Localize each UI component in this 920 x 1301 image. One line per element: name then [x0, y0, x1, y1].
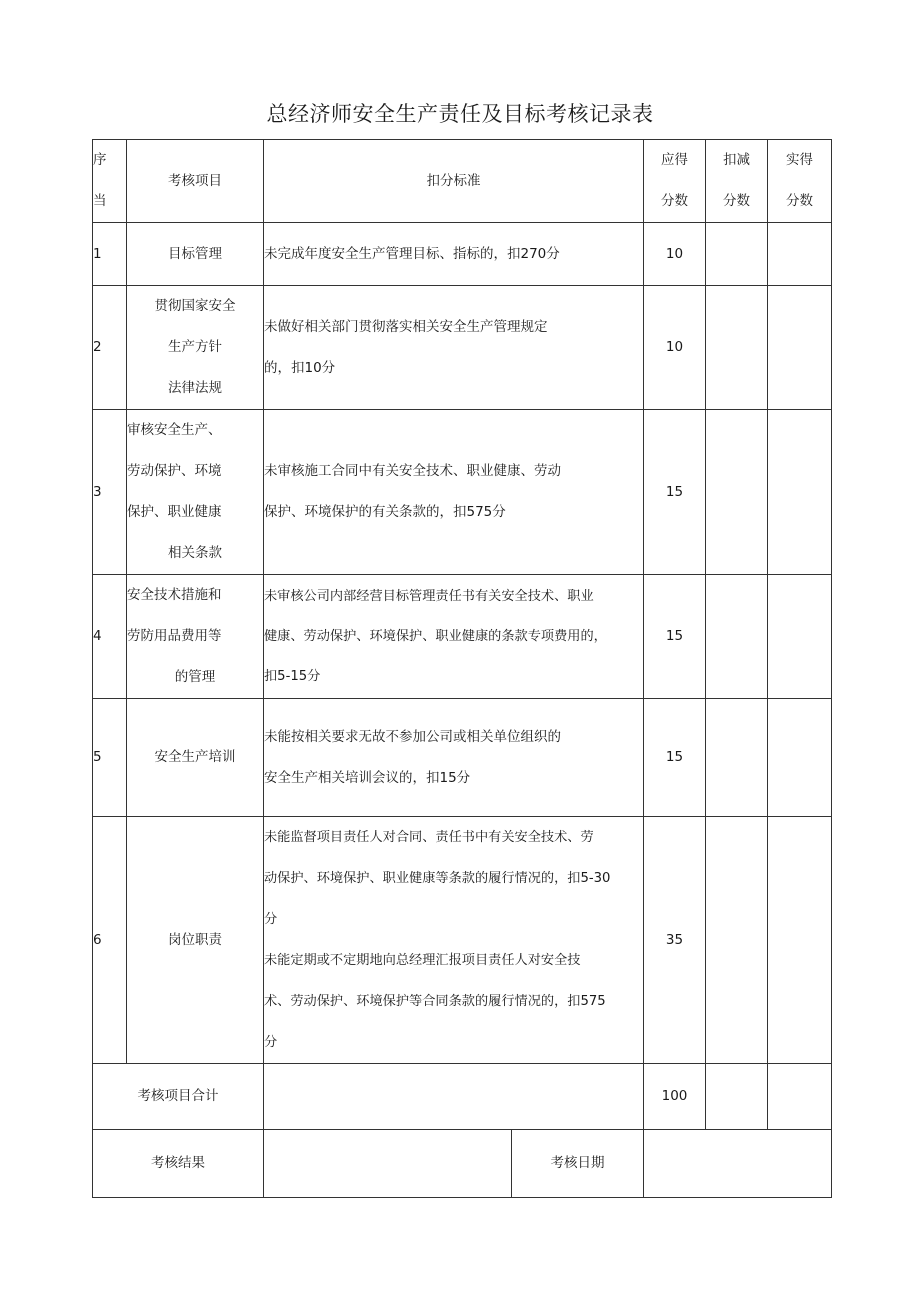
total-label: 考核项目合计: [93, 1064, 264, 1130]
row-deduct-score[interactable]: [706, 223, 768, 286]
total-blank: [264, 1064, 644, 1130]
row-item: 安全生产培训: [127, 699, 264, 817]
row-should-score: 15: [644, 410, 706, 575]
row-should-score: 10: [644, 223, 706, 286]
total-score: 100: [644, 1064, 706, 1130]
row-should-score: 35: [644, 817, 706, 1064]
row-standard: 未审核公司内部经营目标管理责任书有关安全技术、职业 健康、劳动保护、环境保护、职业健康的条款专项费用的， 扣5-15分: [264, 575, 644, 699]
row-actual-score[interactable]: [768, 223, 832, 286]
row-seq: 6: [93, 817, 127, 1064]
row-deduct-score[interactable]: [706, 410, 768, 575]
header-deduct-score: 扣减 分数: [706, 140, 768, 223]
row-seq: 4: [93, 575, 127, 699]
row-deduct-score[interactable]: [706, 286, 768, 410]
header-seq: 序 当: [93, 140, 127, 223]
row-actual-score[interactable]: [768, 817, 832, 1064]
row-item: 岗位职责: [127, 817, 264, 1064]
result-value[interactable]: [264, 1130, 512, 1198]
row-actual-score[interactable]: [768, 286, 832, 410]
row-seq: 1: [93, 223, 127, 286]
row-seq: 3: [93, 410, 127, 575]
header-should-score: 应得 分数: [644, 140, 706, 223]
row-seq: 5: [93, 699, 127, 817]
row-item: 审核安全生产、 劳动保护、环境 保护、职业健康 相关条款: [127, 410, 264, 575]
row-standard: 未做好相关部门贯彻落实相关安全生产管理规定 的，扣10分: [264, 286, 644, 410]
row-should-score: 15: [644, 699, 706, 817]
row-seq: 2: [93, 286, 127, 410]
date-value[interactable]: [644, 1130, 832, 1198]
header-row: [93, 140, 832, 223]
row-should-score: 15: [644, 575, 706, 699]
row-standard: 未能按相关要求无故不参加公司或相关单位组织的 安全生产相关培训会议的，扣15分: [264, 699, 644, 817]
row-deduct-score[interactable]: [706, 817, 768, 1064]
table-row: [93, 410, 832, 575]
row-deduct-score[interactable]: [706, 699, 768, 817]
header-standard: 扣分标准: [264, 140, 644, 223]
assessment-table: [92, 139, 832, 1198]
row-deduct-score[interactable]: [706, 575, 768, 699]
date-label: 考核日期: [512, 1130, 644, 1198]
header-item: 考核项目: [127, 140, 264, 223]
table-row: [93, 223, 832, 286]
row-actual-score[interactable]: [768, 410, 832, 575]
row-item: 贯彻国家安全 生产方针 法律法规: [127, 286, 264, 410]
table-row: [93, 699, 832, 817]
row-standard: 未能监督项目责任人对合同、责任书中有关安全技术、劳 动保护、环境保护、职业健康等条款的履行情况的，扣5-30 分 未能定期或不定期地向总经理汇报项目责任人对安全技 术、劳动保护、环境保护等合同条款的履行情况的，扣575 分: [264, 817, 644, 1064]
row-actual-score[interactable]: [768, 575, 832, 699]
row-should-score: 10: [644, 286, 706, 410]
total-deduct-score[interactable]: [706, 1064, 768, 1130]
result-label: 考核结果: [93, 1130, 264, 1198]
row-item: 安全技术措施和 劳防用品费用等 的管理: [127, 575, 264, 699]
table-row: [93, 575, 832, 699]
header-actual-score: 实得 分数: [768, 140, 832, 223]
row-actual-score[interactable]: [768, 699, 832, 817]
result-row: [93, 1130, 832, 1198]
table-row: [93, 286, 832, 410]
row-standard: 未审核施工合同中有关安全技术、职业健康、劳动 保护、环境保护的有关条款的，扣575分: [264, 410, 644, 575]
total-row: [93, 1064, 832, 1130]
total-actual-score[interactable]: [768, 1064, 832, 1130]
row-standard: 未完成年度安全生产管理目标、指标的，扣270分: [264, 223, 644, 286]
page-title: 总经济师安全生产责任及目标考核记录表: [266, 102, 654, 126]
row-item: 目标管理: [127, 223, 264, 286]
table-row: [93, 817, 832, 1064]
